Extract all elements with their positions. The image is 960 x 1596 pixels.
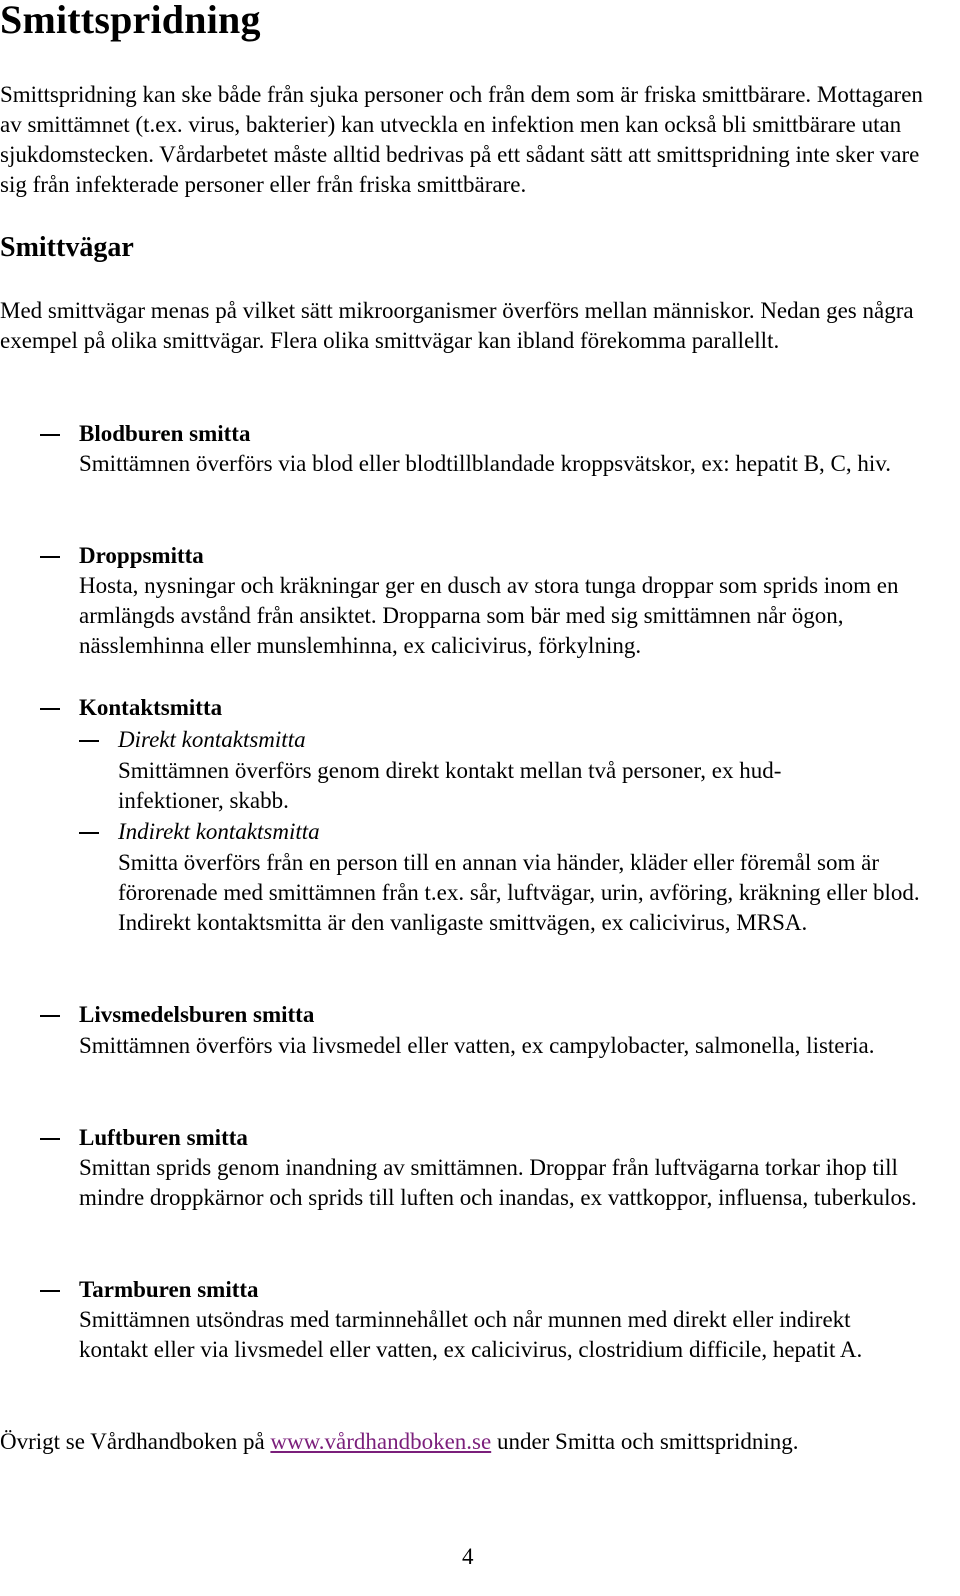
item-title-livsmedelsburen: Livsmedelsburen smitta bbox=[79, 1002, 315, 1027]
footer-reference bbox=[0, 1427, 955, 1457]
item-title-blodburen: Blodburen smitta bbox=[79, 421, 251, 446]
section-intro-paragraph: Med smittvägar menas på vilket sätt mikroorganismer överförs mellan människor. Nedan ges några exempel på olika smittvägar. Flera olika smittvägar kan ibland förekomma parallellt. bbox=[0, 298, 914, 353]
section-heading: Smittvägar bbox=[0, 232, 134, 263]
page-title: Smittspridning bbox=[0, 0, 261, 42]
sub-bullet-dash bbox=[79, 817, 103, 834]
bullet-dash bbox=[40, 1123, 64, 1140]
item-title-tarmburen: Tarmburen smitta bbox=[79, 1277, 259, 1302]
intro-paragraph: Smittspridning kan ske både från sjuka personer och från dem som är friska smittbärare. Mottagaren av smittämnet (t.ex. virus, bakterier) kan utveckla en infektion men kan också bli smittbärare utan sjukdomstecken. Vårdarbetet måste alltid bedrivas på ett sådant sätt att smittspridning inte sker vare sig från infekterade personer eller från friska smittbärare. bbox=[0, 82, 923, 197]
item-body-luftburen: Smittan sprids genom inandning av smittämnen. Droppar från luftvägarna torkar ihop till mindre droppkärnor och sprids till luften och inandas, ex vattkoppor, influensa, tuberkulos. bbox=[79, 1155, 917, 1210]
bullet-dash bbox=[40, 419, 64, 436]
page-number: 4 bbox=[462, 1544, 474, 1569]
item-body-tarmburen: Smittämnen utsöndras med tarminnehållet och når munnen med direkt eller indirekt kontakt eller via livsmedel eller vatten, ex calicivirus, clostridium difficile, hepatit A. bbox=[79, 1307, 863, 1362]
bullet-dash bbox=[40, 1275, 64, 1292]
subitem-body-indirekt: Smitta överförs från en person till en annan via händer, kläder eller föremål som är förorenade med smittämnen från t.ex. sår, luftvägar, urin, avföring, kräkning eller blod. Indirekt kontaktsmitta är den vanligaste smittvägen, ex calicivirus, MRSA. bbox=[118, 850, 920, 935]
subitem-title-indirekt: Indirekt kontaktsmitta bbox=[118, 819, 320, 844]
item-body-livsmedelsburen: Smittämnen överförs via livsmedel eller vatten, ex campylobacter, salmonella, listeria. bbox=[79, 1033, 875, 1058]
bullet-dash bbox=[40, 541, 64, 558]
bullet-dash bbox=[40, 693, 64, 710]
item-title-droppsmitta: Droppsmitta bbox=[79, 543, 204, 568]
item-body-blodburen: Smittämnen överförs via blod eller blodtillblandade kroppsvätskor, ex: hepatit B, C, hiv. bbox=[79, 451, 892, 476]
vardhandboken-link[interactable]: www.vårdhandboken.se bbox=[270, 1429, 492, 1454]
footer-suffix: under Smitta och smittspridning. bbox=[491, 1429, 799, 1454]
sub-bullet-dash bbox=[79, 725, 103, 742]
item-title-luftburen: Luftburen smitta bbox=[79, 1125, 248, 1150]
subitem-body-direkt: Smittämnen överförs genom direkt kontakt mellan två personer, ex hud-infektioner, skabb. bbox=[118, 758, 782, 813]
item-title-kontaktsmitta: Kontaktsmitta bbox=[79, 695, 223, 720]
subitem-title-direkt: Direkt kontaktsmitta bbox=[118, 727, 306, 752]
item-body-droppsmitta: Hosta, nysningar och kräkningar ger en dusch av stora tunga droppar som sprids inom en armlängds avstånd från ansiktet. Dropparna som bär med sig smittämnen når ögon, nässlemhinna eller munslemhinna, ex calicivirus, förkylning. bbox=[79, 573, 899, 658]
bullet-dash bbox=[40, 1000, 64, 1017]
footer-prefix: Övrigt se Vårdhandboken på bbox=[0, 1429, 271, 1454]
